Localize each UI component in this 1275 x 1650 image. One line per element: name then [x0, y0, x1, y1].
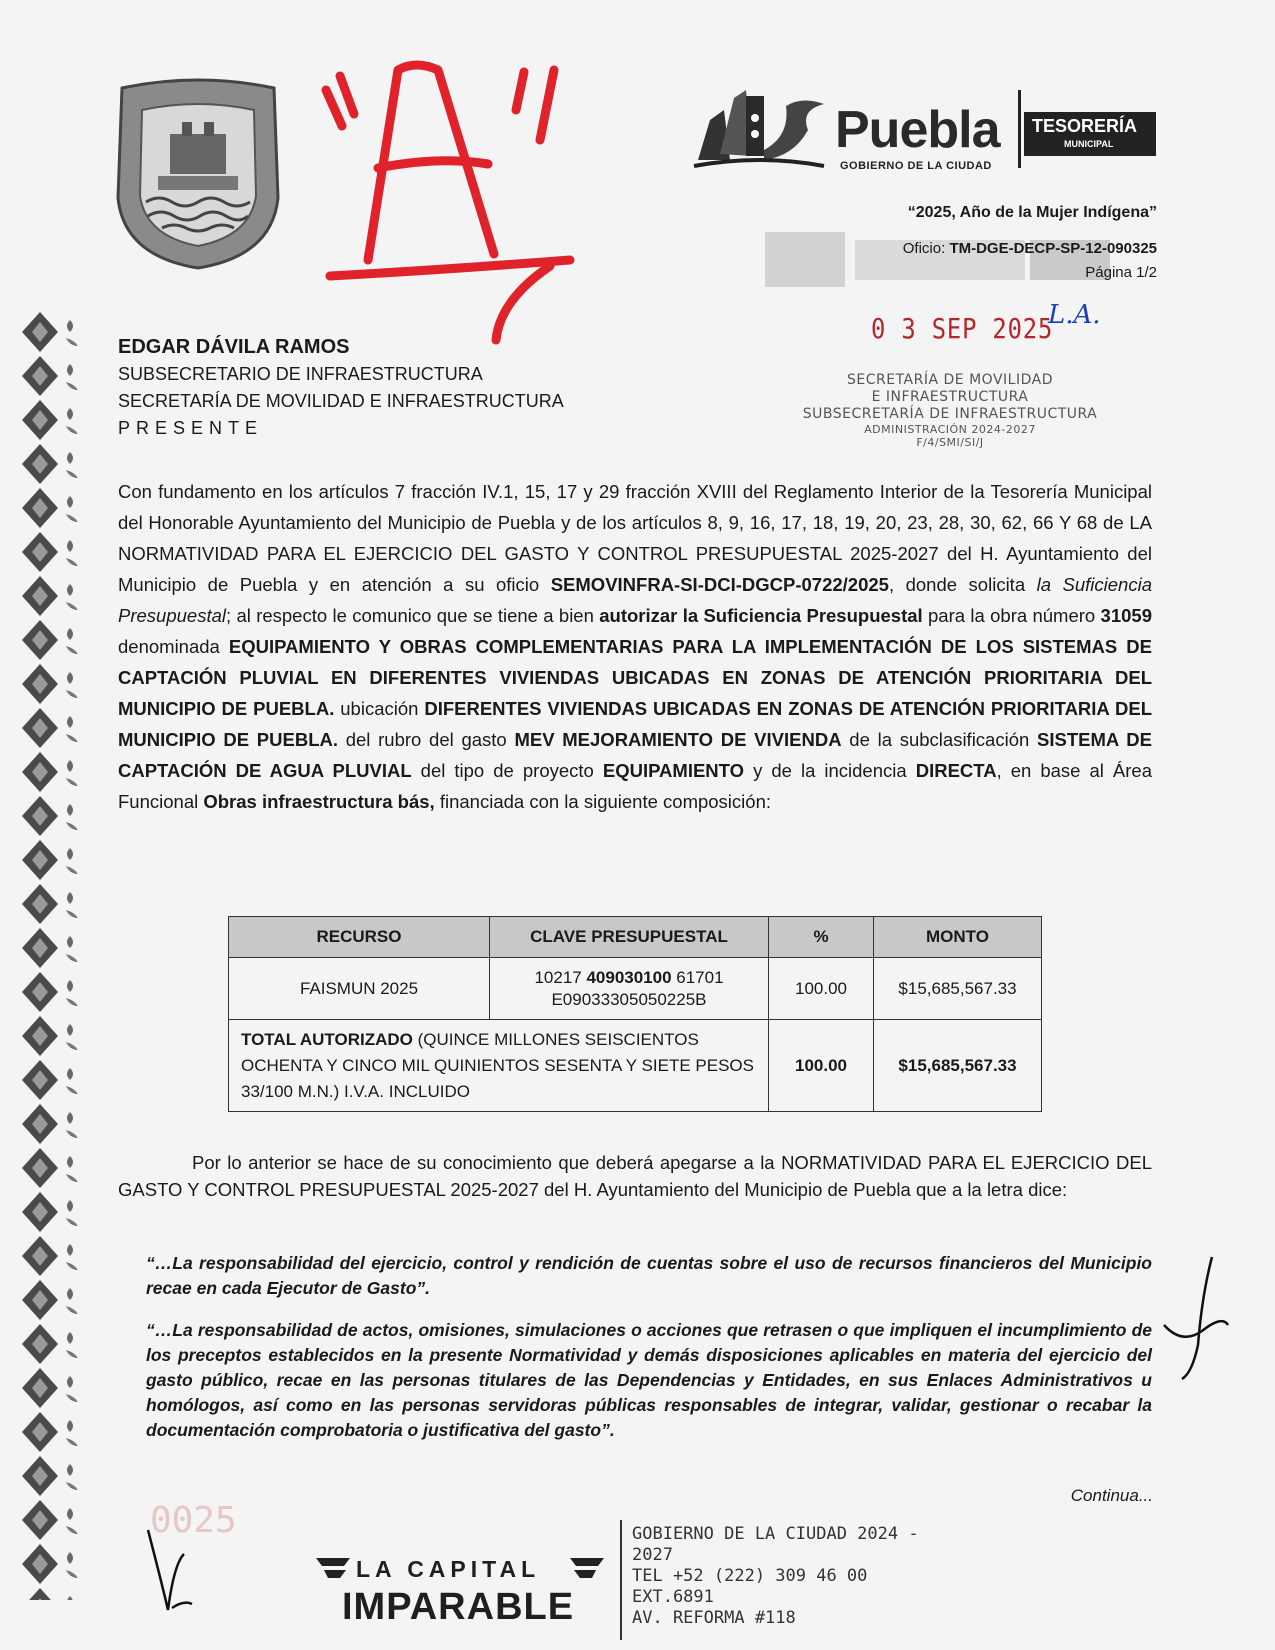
tesoreria-title: TESORERÍA	[1032, 116, 1138, 136]
tipo-proyecto: EQUIPAMIENTO	[602, 760, 745, 781]
column-header: CLAVE PRESUPUESTAL	[490, 917, 769, 958]
footer-contact-line: TEL +52 (222) 309 46 00	[632, 1566, 868, 1586]
stamp-line-4: ADMINISTRACIÓN 2024-2027	[864, 423, 1036, 436]
text-span: financiada con la siguiente composición:	[434, 791, 771, 812]
clave-part: 61701	[671, 967, 724, 987]
budget-table	[228, 916, 1042, 1112]
footer-contact-line: AV. REFORMA #118	[632, 1608, 796, 1628]
quote-responsabilidad-2: “…La responsabilidad de actos, omisiones, simulaciones o acciones que retrasen o que impliquen el incumplimiento de los preceptos establecidos en la presente Normatividad y demás disposiciones aplicables en materia del ejercicio del gasto público, recae en las personas titulares de las Dependencias y Entidades, en sus Enlaces Administrativos u homólogos, así como en las personas servidoras públicas responsables de integrar, validar, gestionar o recabar la documentación comprobatoria o justificativa del gasto”.	[146, 1320, 1152, 1440]
text-span: denominada	[118, 636, 229, 657]
column-header: MONTO	[874, 917, 1042, 958]
obra-location: DIFERENTES VIVIENDAS UBICADAS EN ZONAS DE ATENCIÓN PRIORITARIA DEL MUNICIPIO DE PUEBLA.	[118, 698, 1153, 750]
footer-contact-line: GOBIERNO DE LA CIUDAD 2024 - 2027	[632, 1524, 919, 1565]
signature-right-icon	[1162, 1255, 1232, 1385]
reception-stamp	[760, 372, 1140, 449]
obra-number: 31059	[1100, 605, 1152, 626]
puebla-logo	[690, 80, 1160, 180]
text-span: ubicación	[334, 698, 425, 719]
column-header: RECURSO	[229, 917, 490, 958]
column-header: %	[769, 917, 874, 958]
received-date-stamp: 0 3 SEP 2025	[871, 312, 1054, 345]
cell-recurso: FAISMUN 2025	[229, 958, 490, 1020]
logo-wordmark: Puebla	[835, 101, 1000, 159]
quote-responsabilidad-1: “…La responsabilidad del ejercicio, control y rendición de cuentas sobre el uso de recursos financieros del Municipio recae en cada Ejecutor de Gasto”.	[146, 1253, 1152, 1298]
logo-divider	[1018, 90, 1021, 168]
text-span: Con fundamento en los artículos 7 fracción IV.1, 15, 17 y 29 fracción XVIII del Reglamento Interior de la Tesorería Municipal del Honorable Ayuntamiento del Municipio de Puebla y de los artículos 8, 9, 16, 17, 18, 19, 20, 23, 28, 30, 62, 66 Y 68 de LA NORMATIVIDAD PARA EL EJERCICIO DEL GASTO Y CONTROL PRESUPUESTAL 2025-2027 del H. Ayuntamiento del Municipio de Puebla y en atención a su oficio	[118, 481, 1152, 595]
recipient-block	[118, 334, 564, 442]
clave-part: 10217	[534, 967, 587, 987]
area-funcional: Obras infraestructura bás,	[203, 791, 435, 812]
suficiencia-italic: la Suficiencia Presupuestal	[118, 574, 1152, 626]
year-motto: “2025, Año de la Mujer Indígena”	[907, 204, 1157, 221]
page-number: Página 1/2	[1085, 264, 1157, 281]
table-header-row	[229, 917, 1042, 958]
incidencia: DIRECTA	[915, 760, 997, 781]
recipient-title-1: SUBSECRETARIO DE INFRAESTRUCTURA	[118, 364, 483, 384]
cell-total-monto: $15,685,567.33	[874, 1020, 1042, 1112]
cell-total-percent: 100.00	[769, 1020, 874, 1112]
footer-divider	[620, 1520, 622, 1640]
tesoreria-badge	[1024, 112, 1156, 156]
tesoreria-subtitle: MUNICIPAL	[1064, 139, 1114, 149]
stamp-line-5: F/4/SMI/SI/J	[916, 436, 984, 449]
oficio-number: TM-DGE-DECP-SP-12-090325	[949, 240, 1157, 257]
cell-percent: 100.00	[769, 958, 874, 1020]
oficio-reference	[903, 240, 1157, 257]
stamp-line-1: SECRETARÍA DE MOVILIDAD	[847, 372, 1053, 388]
text-span: , en base al Área Funcional	[118, 760, 1153, 812]
table-row	[229, 958, 1042, 1020]
main-paragraph	[118, 476, 1152, 817]
paragraph-normatividad: Por lo anterior se hace de su conocimiento que deberá apegarse a la NORMATIVIDAD PARA EL EJERCICIO DEL GASTO Y CONTROL PRESUPUESTAL 2025-2027 del H. Ayuntamiento del Municipio de Puebla que a la letra dice:	[118, 1152, 1152, 1200]
footer-brand-top: LA CAPITAL	[356, 1556, 541, 1582]
stamp-line-3: SUBSECRETARÍA DE INFRAESTRUCTURA	[802, 406, 1098, 422]
total-amount-words: (QUINCE MILLONES SEISCIENTOS OCHENTA Y CINCO MIL QUINIENTOS SESENTA Y SIETE PESOS 33/100 M.N.) I.V.A. INCLUIDO	[241, 1029, 754, 1101]
city-skyline-icon	[690, 80, 830, 180]
clave-part-bold: 409030100	[586, 967, 672, 987]
oficio-label: Oficio:	[902, 240, 946, 257]
total-label-bold: TOTAL AUTORIZADO	[241, 1029, 413, 1049]
recipient-name: EDGAR DÁVILA RAMOS	[118, 336, 350, 358]
autorizar-bold: autorizar la Suficiencia Presupuestal	[599, 605, 923, 626]
faded-logo-stamp	[765, 222, 1110, 292]
subclasificacion: SISTEMA DE CAPTACIÓN DE AGUA PLUVIAL	[118, 729, 1152, 781]
footer-brand-bottom: IMPARABLE	[342, 1586, 575, 1628]
marker-annotation-icon	[320, 40, 600, 360]
table-total-row	[229, 1020, 1042, 1112]
logo-subtitle: GOBIERNO DE LA CIUDAD	[840, 160, 992, 172]
text-span: de la subclasificación	[841, 729, 1038, 750]
faint-control-number: 0025	[150, 1500, 237, 1541]
recipient-title-2: SECRETARÍA DE MOVILIDAD E INFRAESTRUCTURA	[118, 391, 564, 411]
text-span: , donde solicita	[888, 574, 1037, 595]
footer-contact	[632, 1524, 962, 1642]
text-span: del tipo de proyecto	[411, 760, 603, 781]
handwritten-initials: L.A.	[1048, 300, 1101, 330]
clave-part: E09033305050225B	[551, 989, 707, 1009]
stamp-line-2: E INFRAESTRUCTURA	[871, 389, 1029, 405]
rubro-gasto: MEV MEJORAMIENTO DE VIVIENDA	[514, 729, 842, 750]
text-span: del rubro del gasto	[338, 729, 515, 750]
decorative-border	[18, 310, 88, 1600]
text-span: ; al respecto le comunico que se tiene a bien	[225, 605, 600, 626]
cell-clave	[490, 958, 769, 1020]
city-seal	[112, 78, 284, 270]
footer-contact-line: EXT.6891	[632, 1587, 714, 1607]
continua-label: Continua...	[1070, 1486, 1153, 1505]
cell-total-label	[229, 1020, 769, 1112]
cell-monto: $15,685,567.33	[874, 958, 1042, 1020]
oficio-ref-bold: SEMOVINFRA-SI-DCI-DGCP-0722/2025	[550, 574, 889, 595]
obra-name: EQUIPAMIENTO Y OBRAS COMPLEMENTARIAS PARA LA IMPLEMENTACIÓN DE LOS SISTEMAS DE CAPTACIÓN PLUVIAL EN DIFERENTES VIVIENDAS UBICADAS EN ZONAS DE ATENCIÓN PRIORITARIA DEL MUNICIPIO DE PUEBLA.	[118, 636, 1152, 719]
recipient-presente: PRESENTE	[118, 418, 264, 438]
text-span: y de la incidencia	[744, 760, 916, 781]
text-span: para la obra número	[922, 605, 1101, 626]
